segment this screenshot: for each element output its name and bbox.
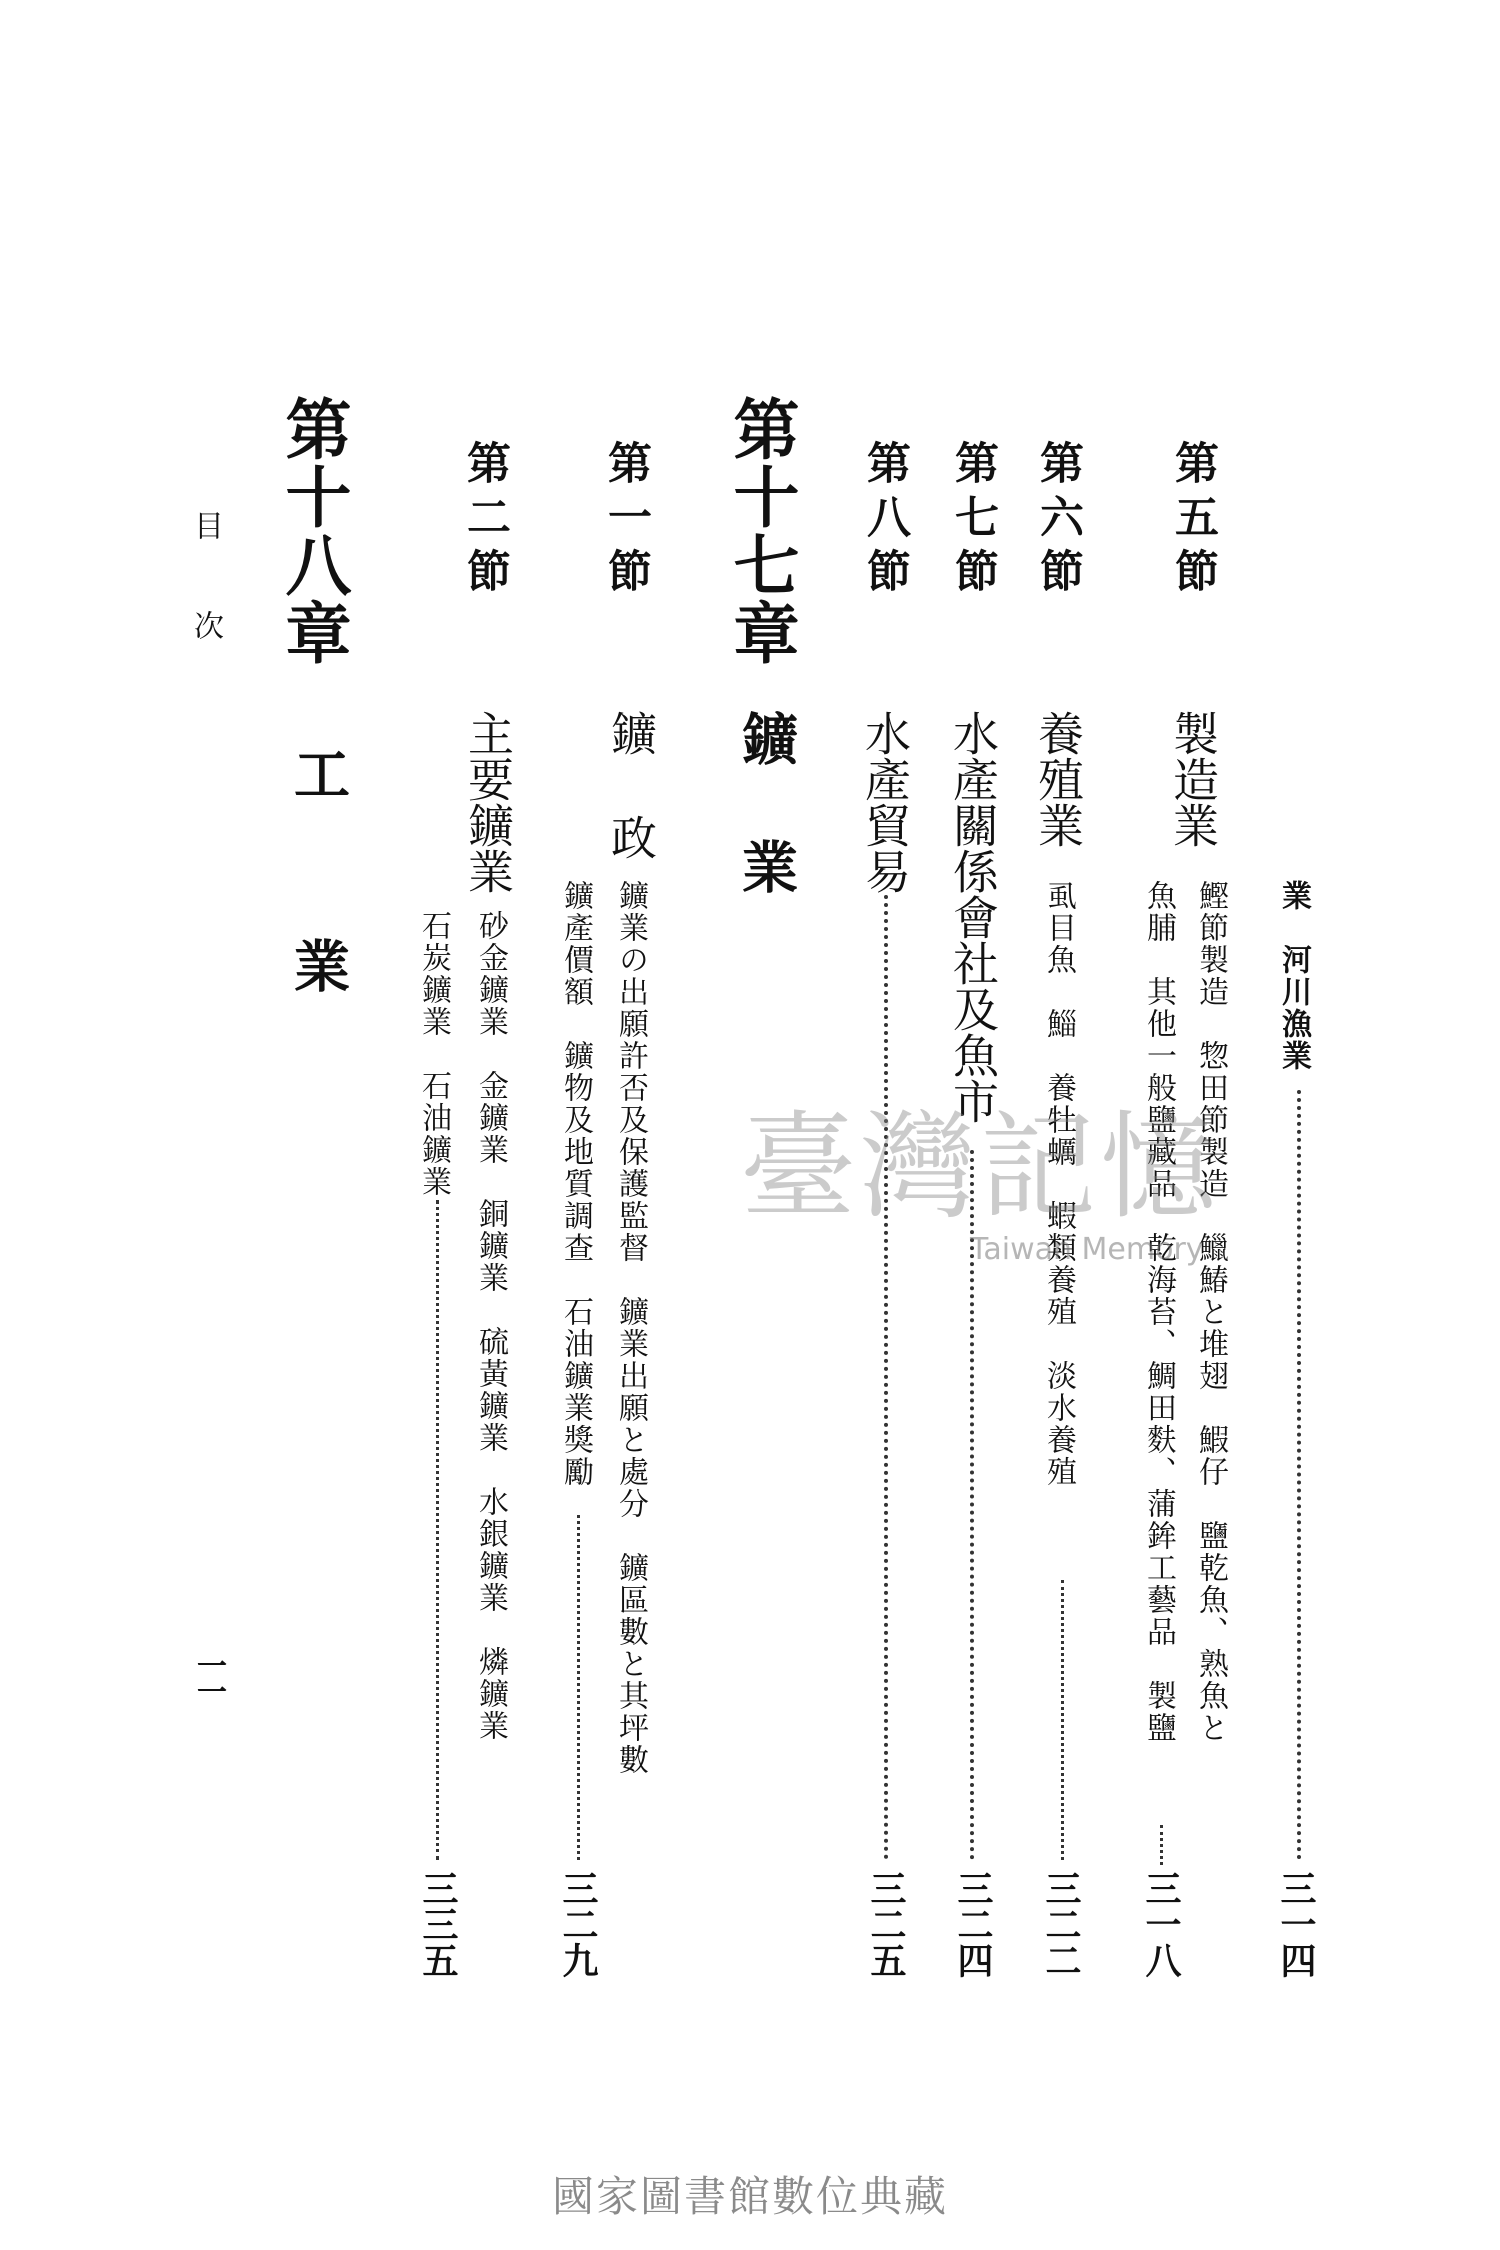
- chapter-heading: 第十七章: [722, 395, 800, 667]
- running-header: 目 次: [188, 510, 223, 660]
- toc-subentries: 鑛業の出願許否及保護監督 鑛業出願と處分 鑛區數と其坪數: [613, 880, 648, 1776]
- toc-page-number: 三二五: [865, 1870, 907, 1978]
- toc-subentries: 虱目魚 鯔 養牡蠣 蝦類養殖 淡水養殖: [1041, 880, 1076, 1488]
- footer-collection-label: 國家圖書館數位典藏: [551, 2172, 948, 2221]
- section-title: 水產關係會社及魚市: [946, 710, 1000, 1124]
- chapter-title: 工 業: [285, 745, 351, 1033]
- toc-page-number: 三二二: [1040, 1870, 1082, 1978]
- leader-dots: [884, 895, 888, 1860]
- section-title: 養殖業: [1031, 710, 1085, 848]
- toc-subentries: 魚脯 其他一般鹽藏品 乾海苔、鯛田麩、蒲鉾工藝品 製鹽: [1141, 880, 1176, 1744]
- watermark-subtitle: Taiwan Memory: [970, 1232, 1204, 1267]
- toc-page-number: 三三五: [417, 1870, 459, 1978]
- section-label: 第六節: [1032, 440, 1083, 602]
- section-title: 鑛 政: [604, 710, 658, 866]
- toc-page-number: 三一四: [1275, 1870, 1317, 1978]
- page-number: 一一: [191, 1650, 226, 1702]
- section-label: 第二節: [459, 440, 510, 602]
- leader-dots: [1061, 1580, 1064, 1860]
- toc-page-number: 三二四: [952, 1870, 994, 1978]
- toc-subentries: 鑛產價額 鑛物及地質調查 石油鑛業獎勵: [558, 880, 593, 1488]
- section-label: 第一節: [600, 440, 651, 602]
- chapter-heading: 第十八章: [274, 395, 352, 667]
- section-title: 製造業: [1166, 710, 1220, 848]
- leader-dots: [577, 1515, 580, 1860]
- leader-dots: [1297, 1090, 1301, 1860]
- chapter-title: 鑛 業: [733, 710, 799, 902]
- section-label: 第五節: [1167, 440, 1218, 602]
- leader-dots: [1160, 1825, 1163, 1865]
- toc-page-number: 三二九: [557, 1870, 599, 1978]
- toc-page-number: 三一八: [1140, 1870, 1182, 1978]
- toc-subentries: 砂金鑛業 金鑛業 銅鑛業 硫黃鑛業 水銀鑛業 燐鑛業: [473, 910, 508, 1742]
- toc-subentries: 鰹節製造 惣田節製造 鱲鰆と堆翅 鰕仔 鹽乾魚、熟魚と: [1193, 880, 1228, 1744]
- watermark-logo: 臺灣記憶: [740, 1100, 1220, 1235]
- section-title: 主要鑛業: [461, 710, 515, 894]
- section-label: 第八節: [859, 440, 910, 602]
- section-title: 水產貿易: [858, 710, 912, 894]
- leader-dots: [436, 1200, 439, 1860]
- section-label: 第七節: [947, 440, 998, 602]
- toc-subentries: 石炭鑛業 石油鑛業: [416, 910, 451, 1198]
- toc-continuation-text: 業 河川漁業: [1276, 880, 1311, 1072]
